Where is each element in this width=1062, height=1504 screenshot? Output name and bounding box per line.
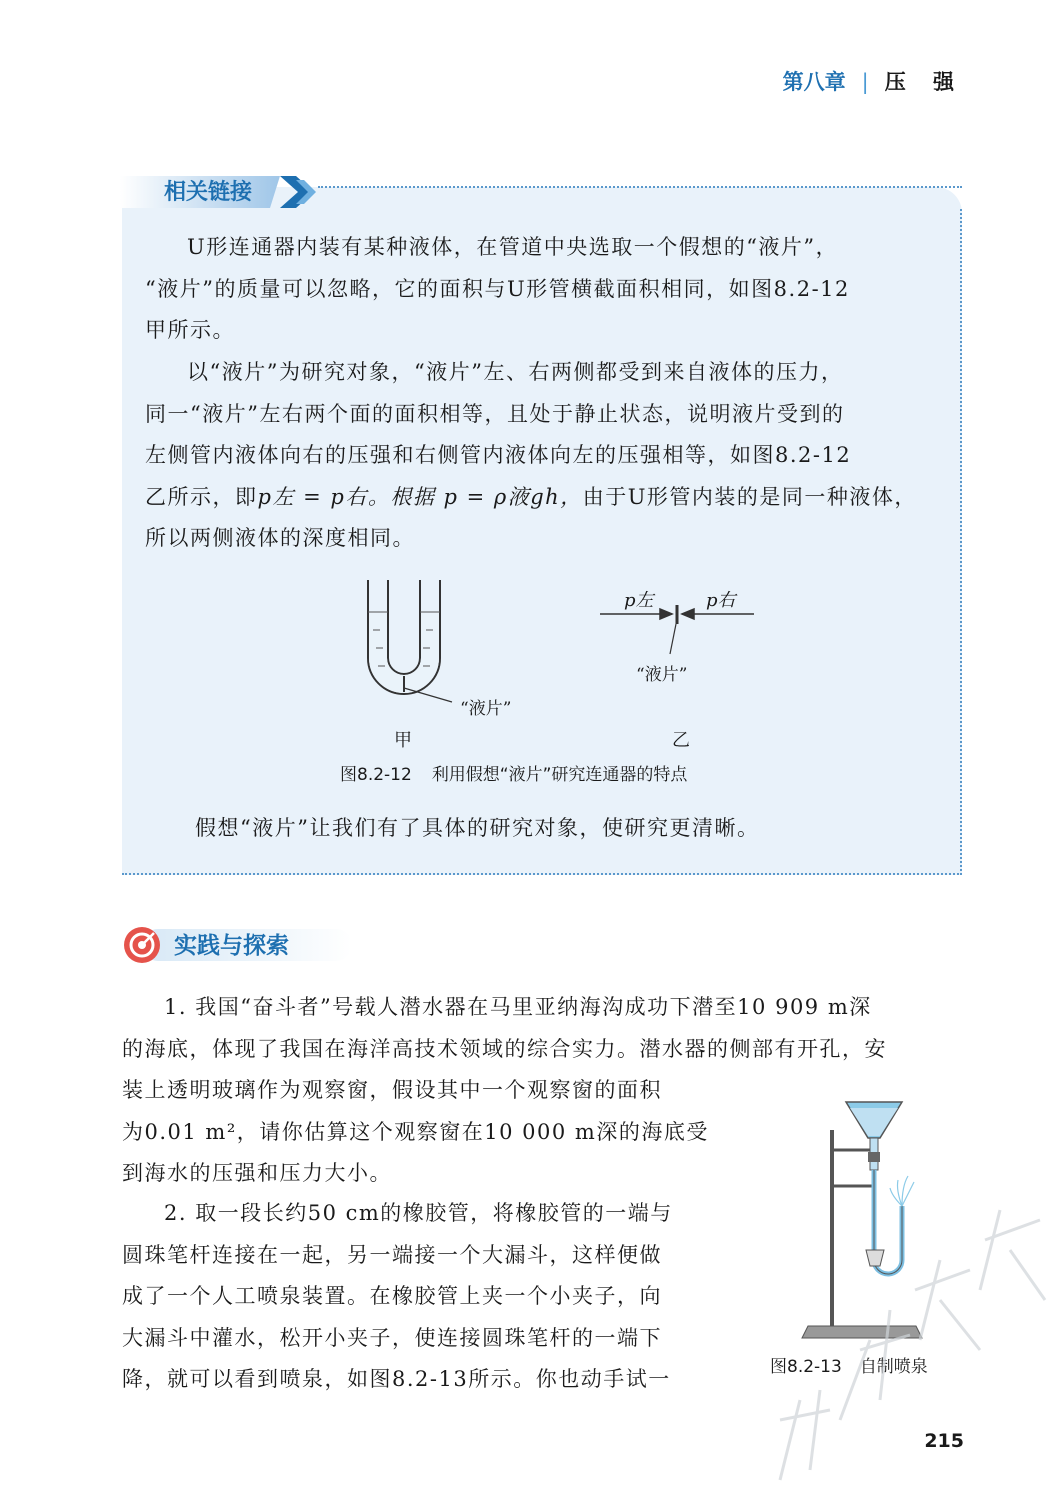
page-number: 215 — [924, 1430, 964, 1452]
text-line: 大漏斗中灌水，松开小夹子，使连接圆珠笔杆的一端下 — [122, 1325, 662, 1350]
text-line: 甲所示。 — [145, 318, 235, 342]
text-line: 圆珠笔杆连接在一起，另一端接一个大漏斗，这样便做 — [122, 1242, 662, 1267]
caption-text: 利用假想“液片”研究连通器的特点 — [431, 765, 688, 785]
box-right-border — [960, 209, 962, 875]
related-link-label: 相关链接 — [164, 180, 253, 205]
text-line: 同一“液片”左右两个面的面积相等，且处于静止状态，说明液片受到的 — [145, 401, 845, 426]
publisher-watermark — [740, 1160, 1060, 1500]
text-line: 成了一个人工喷泉装置。在橡胶管上夹一个小夹子，向 — [122, 1284, 662, 1308]
subfigure-label-jia: 甲 — [394, 730, 412, 751]
text-line: 所以两侧液体的深度相同。 — [145, 526, 415, 550]
figure-caption-8-2-12 — [340, 760, 840, 785]
practice-item-2 — [122, 1193, 742, 1401]
text-line: 到海水的压强和压力大小。 — [122, 1161, 392, 1185]
chapter-number: 第八章 — [782, 70, 846, 94]
link-paragraph-3: 假想“液片”让我们有了具体的研究对象，使研究更清晰。 — [195, 816, 760, 840]
text-line: 的海底，体现了我国在海洋高技术领域的综合实力。潜水器的侧部有开孔，安 — [122, 1036, 887, 1061]
figure-8-2-12 — [340, 572, 800, 752]
box-top-border — [318, 186, 962, 188]
chapter-title: 压 强 — [884, 70, 964, 94]
link-paragraph-2 — [145, 352, 940, 560]
text-line: 以“液片”为研究对象，“液片”左、右两侧都受到来自液体的压力， — [187, 360, 844, 384]
text-segment: 由于U形管内装的是同一种液体， — [582, 484, 917, 509]
practice-section-header — [122, 925, 422, 969]
practice-item-1 — [122, 987, 962, 1070]
p-left-label: p左 — [624, 590, 654, 611]
header-separator: | — [861, 70, 869, 94]
force-diagram — [600, 605, 754, 654]
text-line: 装上透明玻璃作为观察窗，假设其中一个观察窗的面积 — [122, 1078, 662, 1102]
watermark-strokes — [740, 1160, 1060, 1500]
practice-item-1-cont — [122, 1070, 742, 1195]
related-link-tag — [120, 172, 314, 212]
caption-number: 图8.2-12 — [340, 765, 412, 785]
text-line-formula — [145, 477, 940, 519]
text-line: 2. 取一段长约50 cm的橡胶管，将橡胶管的一端与 — [164, 1201, 673, 1225]
caption-number: 图8.2-13 — [770, 1357, 842, 1377]
pressure-formula: p左 = p右。根据 p = ρ液gh， — [257, 484, 583, 509]
text-line: 为0.01 m²，请你估算这个观察窗在10 000 m深的海底受 — [122, 1119, 709, 1144]
box-bottom-border — [122, 873, 962, 875]
yepian-label-right: “液片” — [636, 665, 688, 685]
p-right-label: p右 — [706, 590, 736, 611]
text-line: 1. 我国“奋斗者”号载人潜水器在马里亚纳海沟成功下潜至10 909 m深 — [164, 995, 872, 1019]
text-line: U形连通器内装有某种液体，在管道中央选取一个假想的“液片”， — [187, 235, 839, 259]
text-line: “液片”的质量可以忽略，它的面积与U形管横截面积相同，如图8.2-12 — [145, 276, 850, 301]
text-segment: 乙所示，即 — [145, 484, 258, 509]
yepian-label-left: “液片” — [460, 699, 512, 719]
caption-text: 自制喷泉 — [859, 1357, 928, 1377]
text-line: 降，就可以看到喷泉，如图8.2-13所示。你也动手试一 — [122, 1367, 671, 1391]
text-line: 左侧管内液体向右的压强和右侧管内液体向左的压强相等，如图8.2-12 — [145, 443, 852, 467]
subfigure-label-yi: 乙 — [672, 730, 690, 751]
link-paragraph-1 — [145, 227, 940, 352]
chapter-header — [783, 66, 964, 96]
practice-title: 实践与探索 — [174, 933, 289, 959]
